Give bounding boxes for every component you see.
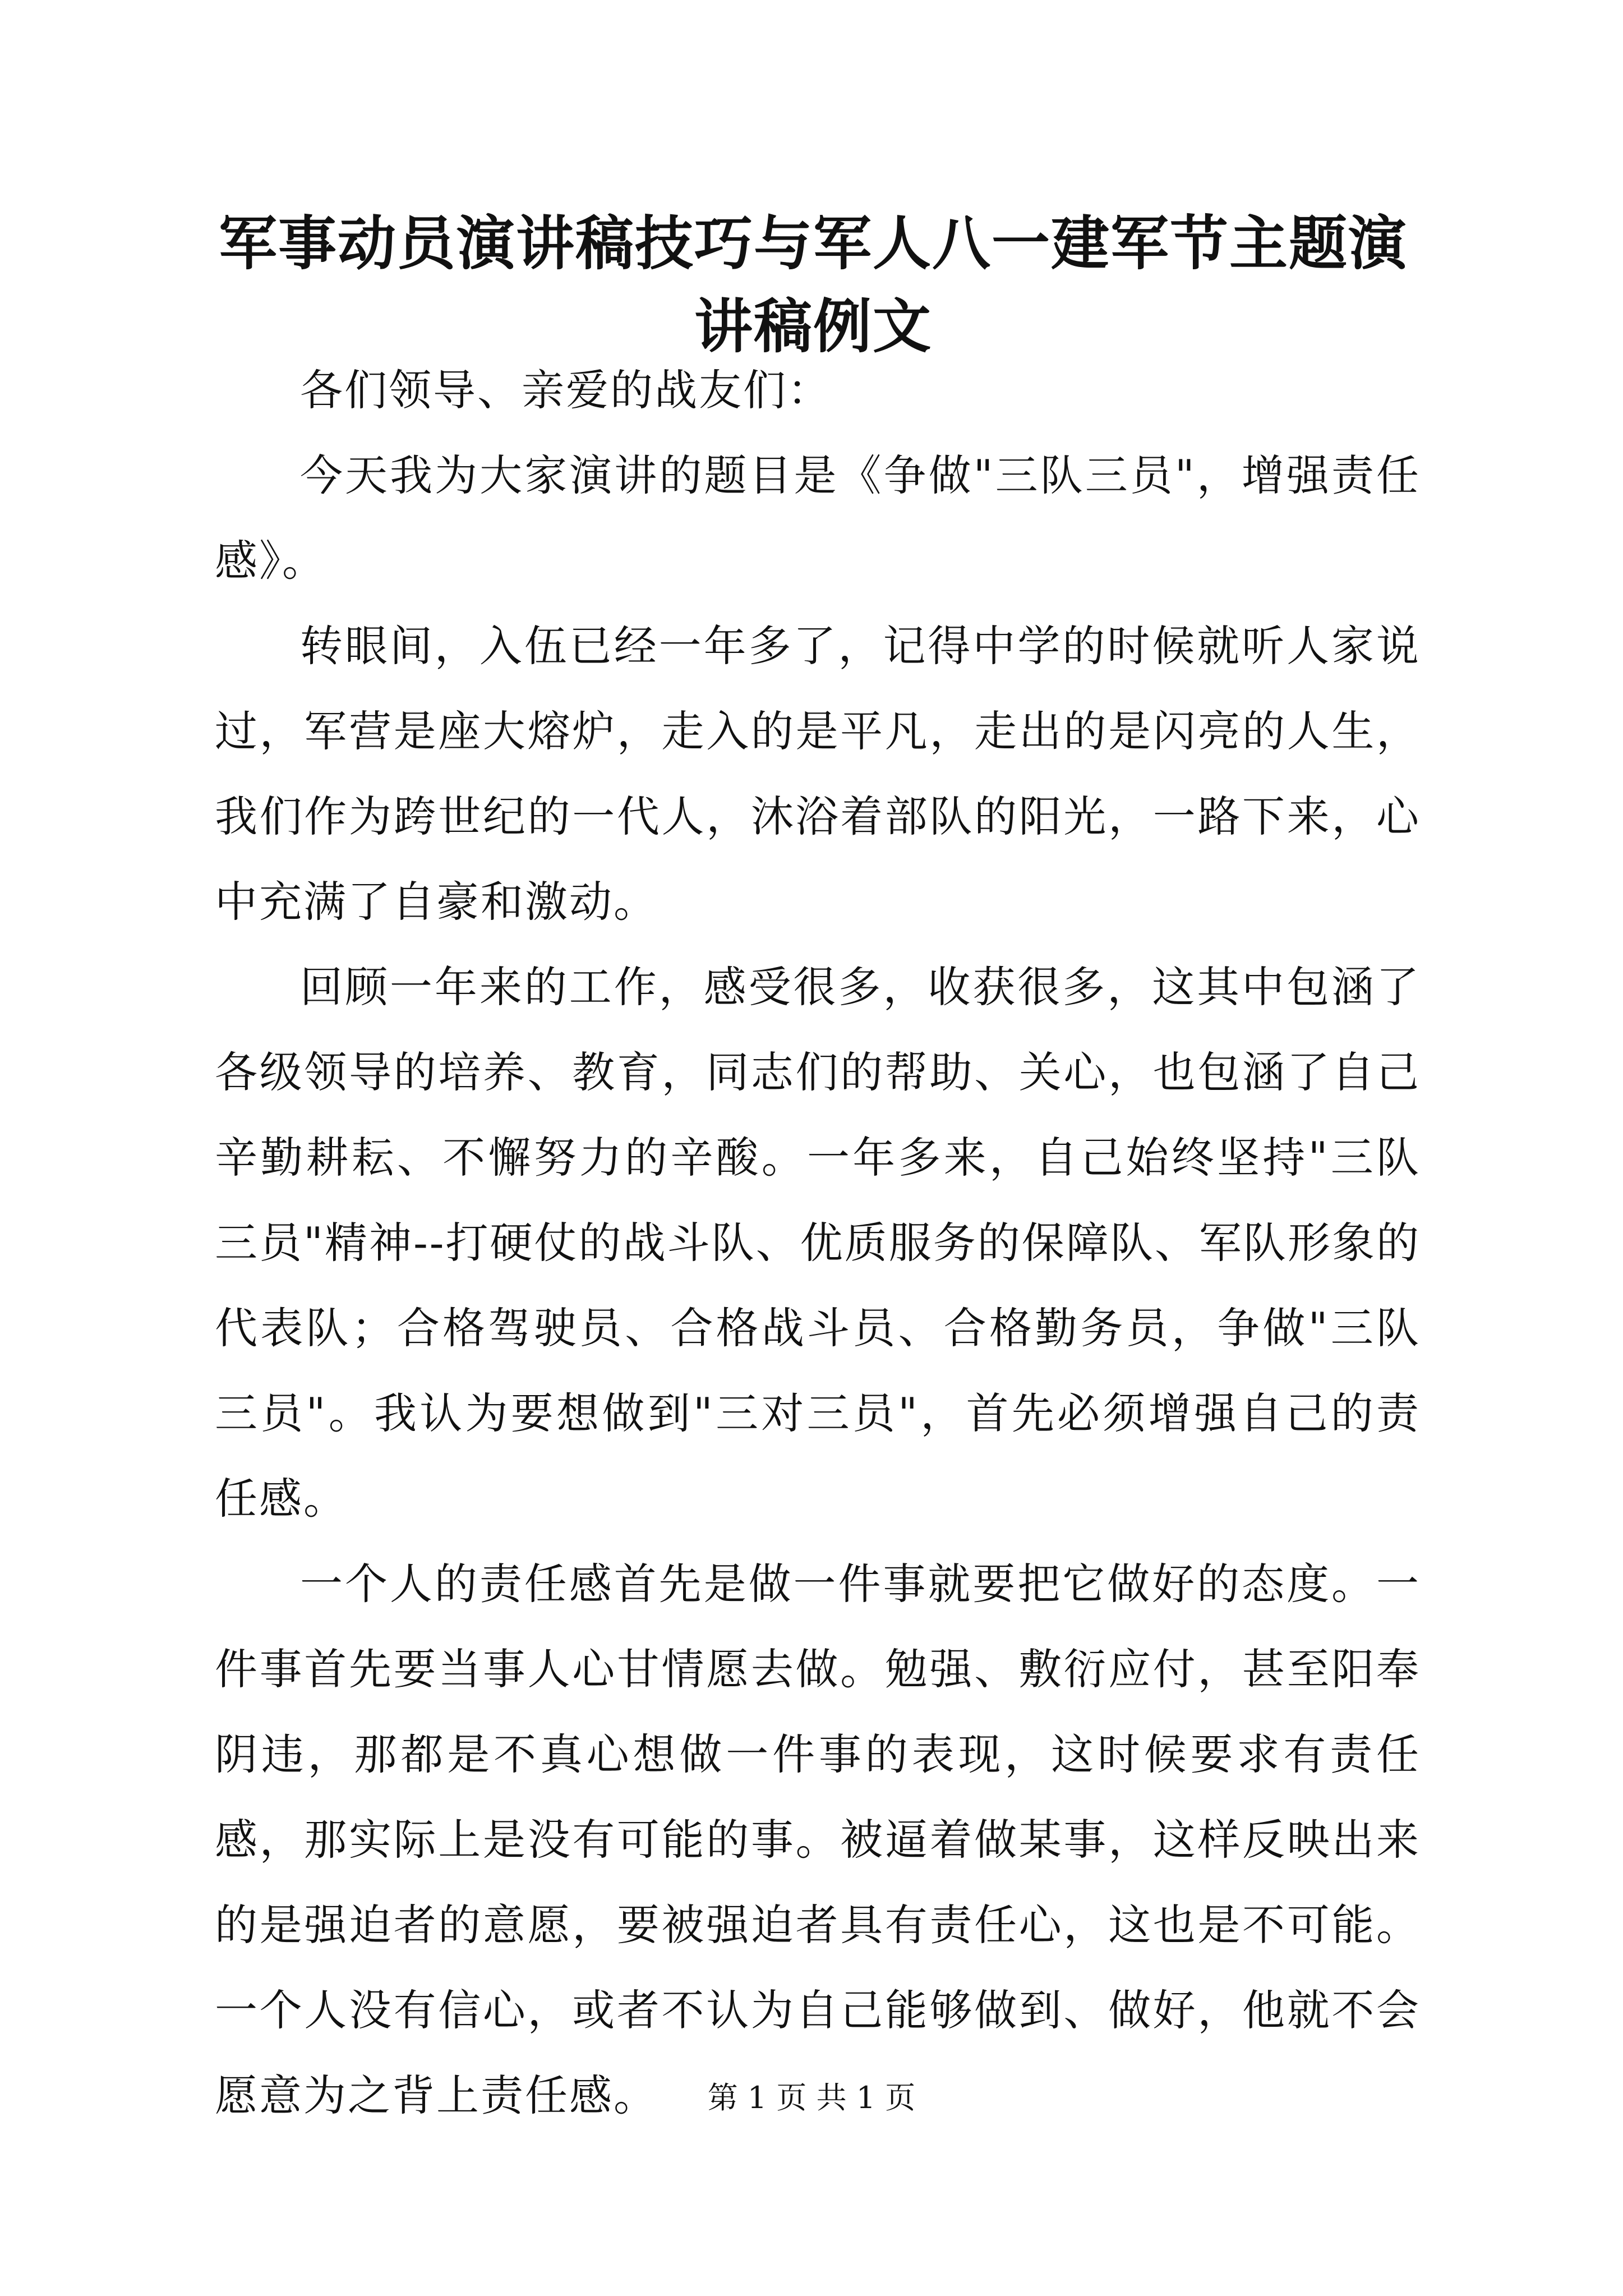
paragraph-review: 回顾一年来的工作，感受很多，收获很多，这其中包涵了各级领导的培养、教育，同志们的帮助、关心，也包涵了自己辛勤耕耘、不懈努力的辛酸。一年多来，自己始终坚持"三队三员"精神--打硬仗的战斗队、优质服务的保障队、军队形象的代表队；合格驾驶员、合格战斗员、合格勤务员，争做"三队三员"。我认为要想做到"三对三员"，首先必须增强自己的责任感。 [215, 962, 1421, 1524]
paragraph-salutation: 各们领导、亲爱的战友们： [300, 365, 832, 415]
document-body [215, 348, 1421, 2138]
paragraph-topic: 今天我为大家演讲的题目是《争做"三队三员"，增强责任感》。 [215, 450, 1421, 586]
paragraph-enlistment: 转眼间，入伍已经一年多了，记得中学的时候就听人家说过，军营是座大熔炉，走入的是平凡，走出的是闪亮的人生，我们作为跨世纪的一代人，沐浴着部队的阳光，一路下来，心中充满了自豪和激动。 [215, 621, 1421, 927]
paragraph-responsibility: 一个人的责任感首先是做一件事就要把它做好的态度。一件事首先要当事人心甘情愿去做。勉强、敷衍应付，甚至阳奉阴违，那都是不真心想做一件事的表现，这时候要求有责任感，那实际上是没有可能的事。被逼着做某事，这样反映出来的是强迫者的意愿，要被强迫者具有责任心，这也是不可能。一个人没有信心，或者不认为自己能够做到、做好，他就不会愿意为之背上责任感。 [215, 1559, 1421, 2120]
page-number-footer: 第 1 页 共 1 页 [707, 2080, 916, 2115]
document-title: 军事动员演讲稿技巧与军人八一建军节主题演讲稿例文 [218, 209, 1408, 361]
